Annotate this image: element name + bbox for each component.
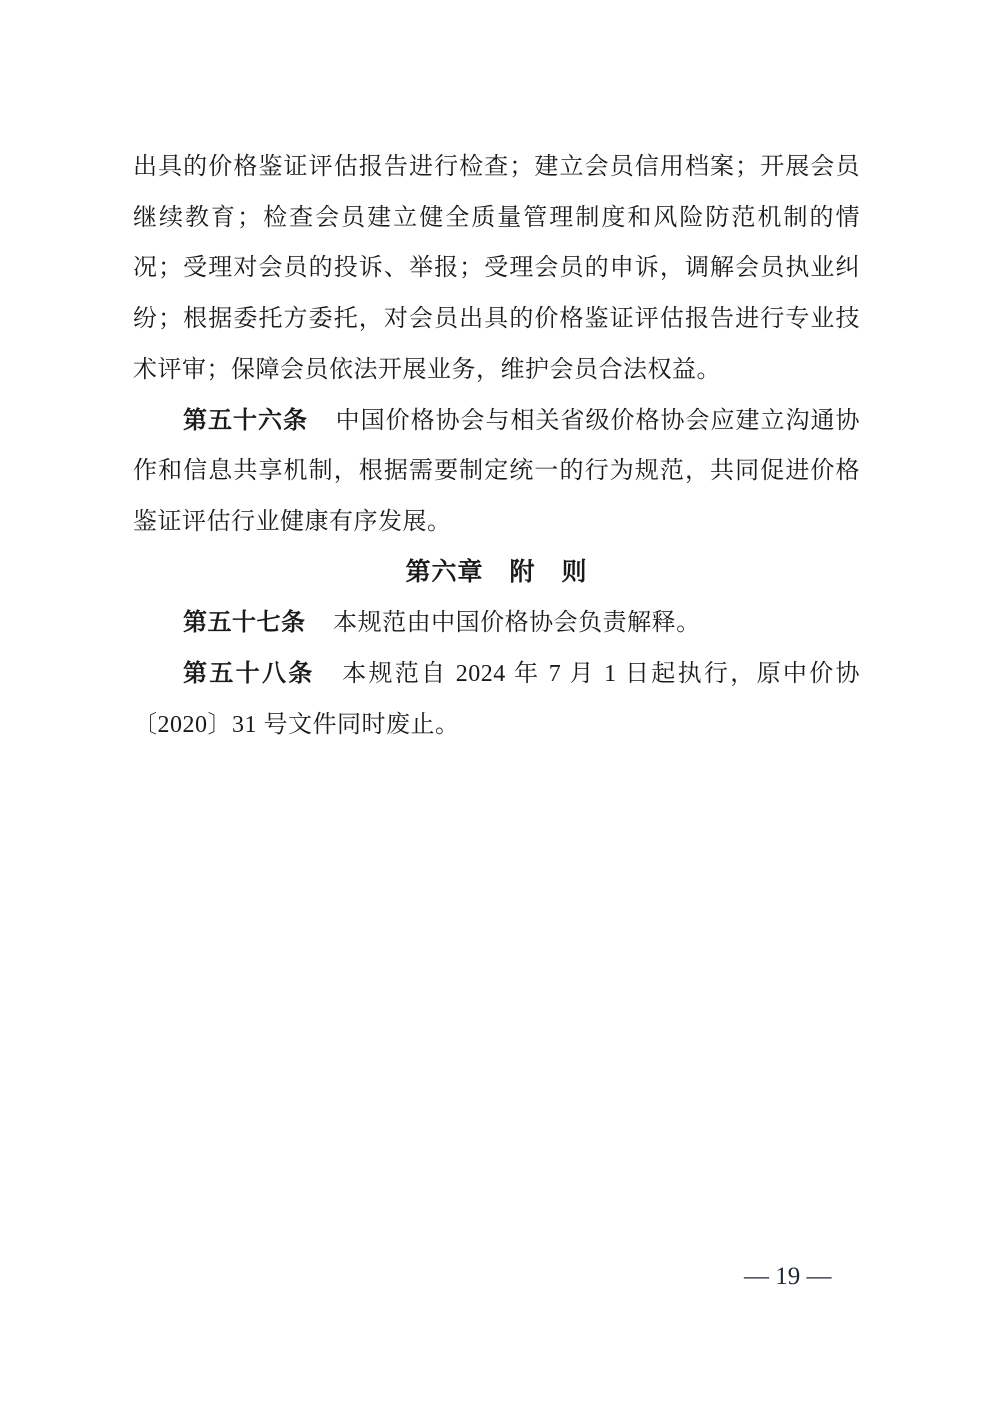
page-number: — 19 — xyxy=(744,1263,832,1290)
paragraph-continuation: 出具的价格鉴证评估报告进行检查；建立会员信用档案；开展会员继续教育；检查会员建立健全质量管理制度和风险防范机制的情况；受理对会员的投诉、举报；受理会员的申诉，调解会员执业纠纷；根据委托方委托，对会员出具的价格鉴证评估报告进行专业技术评审；保障会员依法开展业务，维护会员合法权益。 xyxy=(133,154,860,383)
paragraph-article-58 xyxy=(133,649,860,750)
paragraph-article-56 xyxy=(133,396,860,548)
document-body xyxy=(133,142,860,750)
article-58-number: 第五十八条 xyxy=(183,661,315,688)
article-57-text: 本规范由中国价格协会负责解释。 xyxy=(333,610,701,637)
article-58-text: 本规范自 2024 年 7 月 1 日起执行，原中价协〔2020〕31 号文件同时废止。 xyxy=(133,661,861,738)
article-57-number: 第五十七条 xyxy=(183,610,306,637)
article-56-text: 中国价格协会与相关省级价格协会应建立沟通协作和信息共享机制，根据需要制定统一的行为规范，共同促进价格鉴证评估行业健康有序发展。 xyxy=(133,407,861,535)
article-56-number: 第五十六条 xyxy=(183,407,308,434)
chapter-heading: 第六章 附 则 xyxy=(405,558,588,586)
paragraph-article-57 xyxy=(133,598,860,649)
